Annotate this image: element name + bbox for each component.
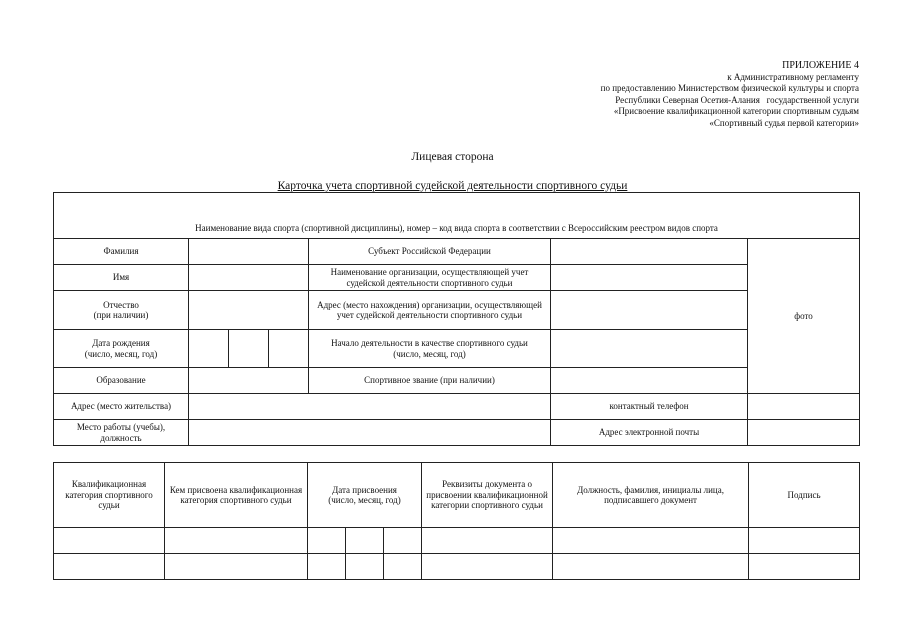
date-year-cell[interactable]: [384, 554, 422, 580]
document-cell[interactable]: [422, 554, 553, 580]
signer-cell[interactable]: [553, 528, 749, 554]
category-cell[interactable]: [54, 528, 165, 554]
org-name-value[interactable]: [551, 265, 748, 291]
name-label: Имя: [54, 265, 189, 291]
date-day-cell[interactable]: [308, 528, 346, 554]
signer-cell[interactable]: [553, 554, 749, 580]
start-activity-label: Начало деятельности в качестве спортивного судьи (число, месяц, год): [309, 330, 551, 368]
name-value[interactable]: [189, 265, 309, 291]
signature-cell[interactable]: [749, 554, 860, 580]
sport-title-label: Спортивное звание (при наличии): [309, 368, 551, 394]
workplace-value[interactable]: [189, 420, 551, 446]
col-header-document: Реквизиты документа о присвоении квалификационной категории спортивного судьи: [422, 463, 553, 528]
email-value[interactable]: [748, 420, 860, 446]
date-day-cell[interactable]: [308, 554, 346, 580]
date-month-cell[interactable]: [346, 528, 384, 554]
signature-cell[interactable]: [749, 528, 860, 554]
registration-card-table: [53, 192, 860, 446]
col-header-assigned-by: Кем присвоена квалификационная категория спортивного судьи: [165, 463, 308, 528]
org-address-label: Адрес (место нахождения) организации, осуществляющей учет судейской деятельности спортивного судьи: [309, 291, 551, 330]
sport-title-value[interactable]: [551, 368, 748, 394]
education-label: Образование: [54, 368, 189, 394]
appendix-line: к Административному регламенту: [727, 71, 859, 82]
appendix-line: «Спортивный судья первой категории»: [709, 117, 859, 128]
photo-label: фото: [794, 310, 813, 321]
subject-label: Субъект Российской Федерации: [309, 239, 551, 265]
phone-value[interactable]: [748, 394, 860, 420]
birth-year-box[interactable]: [269, 330, 309, 368]
table-row: [54, 528, 860, 554]
category-cell[interactable]: [54, 554, 165, 580]
card-title: Карточка учета спортивной судейской деятельности спортивного судьи: [277, 180, 628, 192]
subject-value[interactable]: [551, 239, 748, 265]
appendix-line: «Присвоение квалификационной категории спортивным судьям: [613, 106, 859, 116]
photo-cell: [748, 239, 860, 394]
col-header-signer: Должность, фамилия, инициалы лица, подписавшего документ: [553, 463, 749, 528]
email-label: Адрес электронной почты: [551, 420, 748, 446]
date-month-cell[interactable]: [346, 554, 384, 580]
appendix-line: Республики Северная Осетия-Алания государственной услуги: [615, 94, 859, 105]
org-address-value[interactable]: [551, 291, 748, 330]
appendix-line: по предоставлению Министерством физической культуры и спорта: [600, 83, 859, 93]
surname-label: Фамилия: [54, 239, 189, 265]
patronymic-label: Отчество (при наличии): [54, 291, 189, 330]
side-label: Лицевая сторона: [411, 151, 494, 163]
category-table: [53, 462, 860, 580]
residence-value[interactable]: [189, 394, 551, 420]
sport-header-text: Наименование вида спорта (спортивной дисциплины), номер – код вида спорта в соответствии с Всероссийским реестром видов спорта: [195, 222, 718, 233]
date-year-cell[interactable]: [384, 528, 422, 554]
org-name-label: Наименование организации, осуществляющей учет судейской деятельности спортивного судьи: [309, 265, 551, 291]
phone-label: контактный телефон: [551, 394, 748, 420]
birth-date-label: Дата рождения (число, месяц, год): [54, 330, 189, 368]
education-value[interactable]: [189, 368, 309, 394]
start-activity-value[interactable]: [551, 330, 748, 368]
assigned-by-cell[interactable]: [165, 554, 308, 580]
assigned-by-cell[interactable]: [165, 528, 308, 554]
col-header-category: Квалификационная категория спортивного судьи: [54, 463, 165, 528]
birth-month-box[interactable]: [229, 330, 269, 368]
patronymic-value[interactable]: [189, 291, 309, 330]
residence-label: Адрес (место жительства): [54, 394, 189, 420]
workplace-label: Место работы (учебы), должность: [54, 420, 189, 446]
table-row: [54, 554, 860, 580]
appendix-header: [299, 60, 859, 129]
appendix-line: ПРИЛОЖЕНИЕ 4: [782, 60, 859, 71]
surname-value[interactable]: [189, 239, 309, 265]
col-header-signature: Подпись: [749, 463, 860, 528]
col-header-date: Дата присвоения (число, месяц, год): [308, 463, 422, 528]
document-cell[interactable]: [422, 528, 553, 554]
sport-header-cell: [54, 193, 860, 239]
birth-day-box[interactable]: [189, 330, 229, 368]
